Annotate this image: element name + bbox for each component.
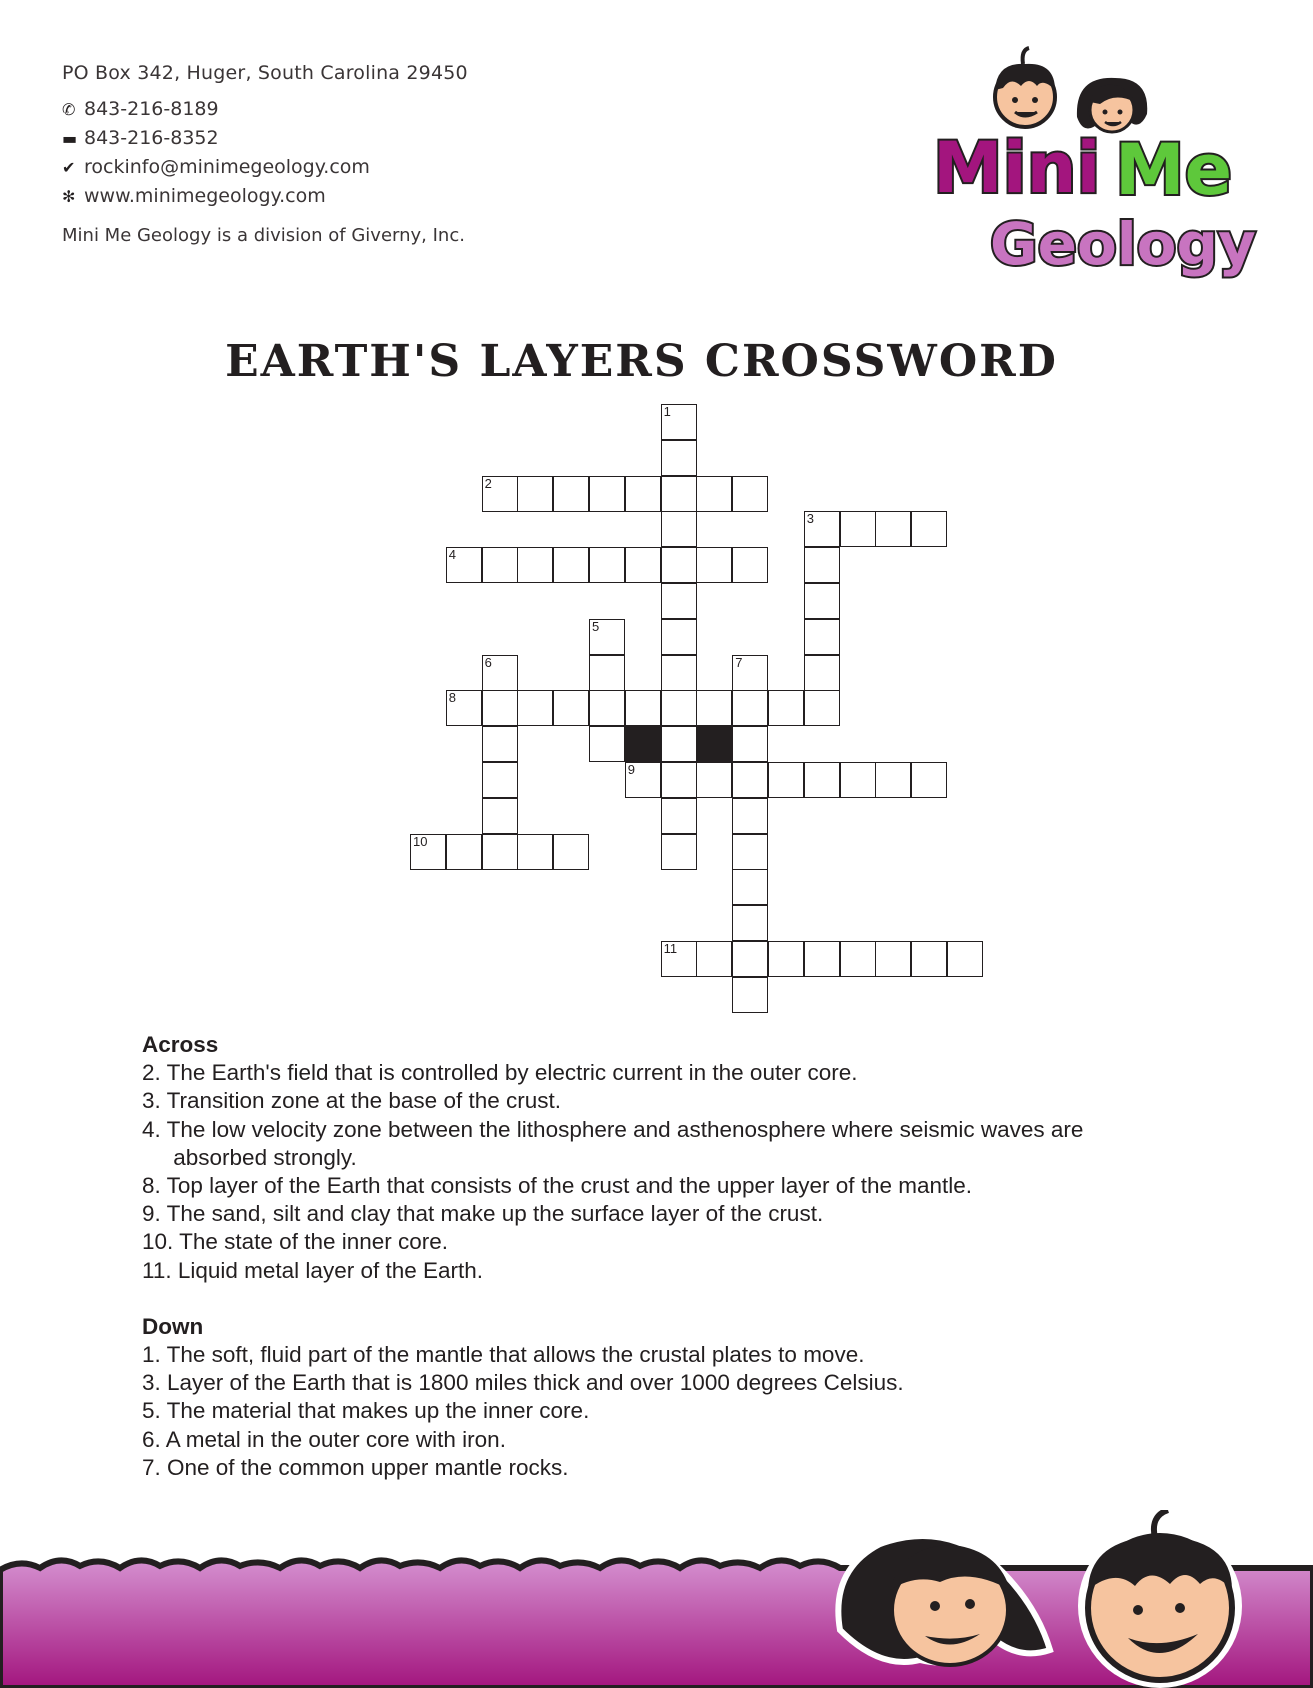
crossword-cell[interactable] [804,511,840,547]
crossword-cell[interactable] [517,690,553,726]
crossword-cell[interactable] [661,798,697,834]
crossword-cell[interactable] [517,547,553,583]
down-clue-3: 3. Layer of the Earth that is 1800 miles thick and over 1000 degrees Celsius. [142,1370,904,1396]
logo-word-me: Me [1115,129,1233,211]
crossword-cell[interactable] [732,834,768,870]
crossword-cell[interactable] [696,476,732,512]
crossword-cell[interactable] [732,476,768,512]
crossword-cell[interactable] [804,619,840,655]
crossword-cell[interactable] [947,941,983,977]
down-clue-7: 7. One of the common upper mantle rocks. [142,1454,569,1480]
crossword-cell[interactable] [661,726,697,762]
email-address: rockinfo@minimegeology.com [84,156,370,178]
across-clue-2: 2. The Earth's field that is controlled by electric current in the outer core. [142,1060,858,1086]
crossword-cell[interactable] [804,547,840,583]
crossword-cell[interactable] [589,655,625,691]
crossword-cell[interactable] [553,476,589,512]
crossword-cell[interactable] [661,476,697,512]
crossword-block [625,726,661,762]
clue-number: 11 [663,941,678,956]
phone-icon: ✆ [62,99,76,119]
clue-number: 9 [627,762,636,777]
down-clues [142,1341,1083,1482]
footer-decoration [0,1510,1313,1688]
crossword-cell[interactable] [732,977,768,1013]
crossword-cell[interactable] [804,941,840,977]
crossword-cell[interactable] [589,726,625,762]
across-clue-11: 11. Liquid metal layer of the Earth. [142,1257,484,1283]
web-line [62,185,468,207]
crossword-cell[interactable] [482,726,518,762]
web-icon: ✻ [62,186,76,206]
clue-number: 7 [735,654,743,670]
crossword-cell[interactable] [482,547,518,583]
clue-number: 3 [806,511,815,527]
crossword-cell[interactable] [732,941,768,977]
crossword-cell[interactable] [589,547,625,583]
clue-number: 5 [592,618,600,634]
crossword-cell[interactable] [840,511,876,547]
across-clue-9: 9. The sand, silt and clay that make up the surface layer of the crust. [142,1201,824,1227]
crossword-cell[interactable] [553,690,589,726]
crossword-cell[interactable] [625,547,661,583]
crossword-cell[interactable] [482,690,518,726]
crossword-cell[interactable] [661,547,697,583]
down-clue-6: 6. A metal in the outer core with iron. [142,1426,506,1452]
logo-girl-icon [1077,78,1147,132]
crossword-cell[interactable] [732,762,768,798]
clue-number: 2 [484,475,492,491]
crossword-cell[interactable] [840,762,876,798]
crossword-cell[interactable] [661,440,697,476]
phone-number: 843-216-8189 [84,98,219,120]
crossword-cell[interactable] [446,690,482,726]
mini-me-geology-logo [925,42,1265,292]
across-heading: Across [142,1032,219,1057]
crossword-cell[interactable] [553,834,589,870]
contact-block [62,62,468,246]
clue-number: 4 [448,547,457,563]
crossword-cell[interactable] [482,834,518,870]
logo-boy-icon [995,48,1055,127]
crossword-cell[interactable] [661,655,697,691]
crossword-cell[interactable] [732,726,768,762]
crossword-cell[interactable] [804,583,840,619]
crossword-cell[interactable] [732,655,768,691]
crossword-cell[interactable] [696,690,732,726]
crossword-cell[interactable] [804,655,840,691]
crossword-cell[interactable] [625,476,661,512]
crossword-cell[interactable] [911,762,947,798]
crossword-cell[interactable] [625,762,661,798]
down-heading: Down [142,1313,204,1339]
crossword-cell[interactable] [661,941,697,977]
crossword-cell[interactable] [661,690,697,726]
phone-line [62,98,468,120]
crossword-cell[interactable] [911,941,947,977]
crossword-cell[interactable] [804,762,840,798]
crossword-cell[interactable] [732,690,768,726]
fax-number: 843-216-8352 [84,127,219,149]
crossword-cell[interactable] [661,619,697,655]
clue-number: 6 [484,654,492,670]
footer-boy-icon [1078,1510,1242,1688]
crossword-cell[interactable] [482,655,518,691]
clue-number: 1 [663,404,671,419]
crossword-cell[interactable] [696,547,732,583]
crossword-cell[interactable] [589,690,625,726]
crossword-cell[interactable] [768,690,804,726]
division-note: Mini Me Geology is a division of Giverny, Inc. [62,225,465,246]
crossword-cell[interactable] [875,762,911,798]
crossword-cell[interactable] [517,476,553,512]
crossword-cell[interactable] [732,905,768,941]
email-icon: ✔ [62,157,76,177]
logo-word-geology: Geology [990,210,1256,278]
crossword-cell[interactable] [661,511,697,547]
email-line [62,156,468,178]
crossword-cell[interactable] [517,834,553,870]
across-clue-10: 10. The state of the inner core. [142,1229,449,1255]
clue-number: 8 [448,690,457,706]
address: PO Box 342, Huger, South Carolina 29450 [62,62,468,84]
crossword-cell[interactable] [446,547,482,583]
page-title: EARTH'S LAYERS CROSSWORD [225,336,1058,387]
across-clue-4: 4. The low velocity zone between the lithosphere and asthenosphere where seismic waves are [142,1116,1084,1142]
crossword-cell[interactable] [482,798,518,834]
crossword-cell[interactable] [732,547,768,583]
crossword-cell[interactable] [732,798,768,834]
crossword-cell[interactable] [768,762,804,798]
crossword-cell[interactable] [410,834,446,870]
crossword-cell[interactable] [768,941,804,977]
clue-number: 10 [413,833,428,849]
crossword-cell[interactable] [661,583,697,619]
down-clue-1: 1. The soft, fluid part of the mantle that allows the crustal plates to move. [142,1342,865,1368]
crossword-cell[interactable] [482,762,518,798]
crossword-cell[interactable] [804,690,840,726]
crossword-cell[interactable] [589,476,625,512]
crossword-cell[interactable] [553,547,589,583]
across-clues [142,1059,1083,1285]
fax-icon: ▬ [62,128,78,148]
crossword-cell[interactable] [661,404,697,440]
crossword-cell[interactable] [911,511,947,547]
crossword-block [696,726,732,762]
down-clue-5: 5. The material that makes up the inner core. [142,1398,590,1424]
across-clue-4-continued: absorbed strongly. [142,1144,357,1170]
logo-word-mini: Mini [933,127,1101,209]
crossword-cell[interactable] [696,941,732,977]
crossword-cell[interactable] [696,762,732,798]
footer-girl-icon [838,1536,1050,1665]
website: www.minimegeology.com [84,185,326,207]
clues-section [142,1031,1083,1482]
crossword-cell[interactable] [482,476,518,512]
across-clue-3: 3. Transition zone at the base of the crust. [142,1088,561,1114]
crossword-cell[interactable] [589,619,625,655]
crossword-cell[interactable] [661,834,697,870]
crossword-cell[interactable] [732,869,768,905]
crossword-cell[interactable] [661,762,697,798]
crossword-cell[interactable] [840,941,876,977]
crossword-cell[interactable] [875,941,911,977]
across-clue-8: 8. Top layer of the Earth that consists of the crust and the upper layer of the mantle. [142,1173,973,1199]
fax-line [62,127,468,149]
crossword-cell[interactable] [625,690,661,726]
crossword-cell[interactable] [446,834,482,870]
crossword-cell[interactable] [875,511,911,547]
